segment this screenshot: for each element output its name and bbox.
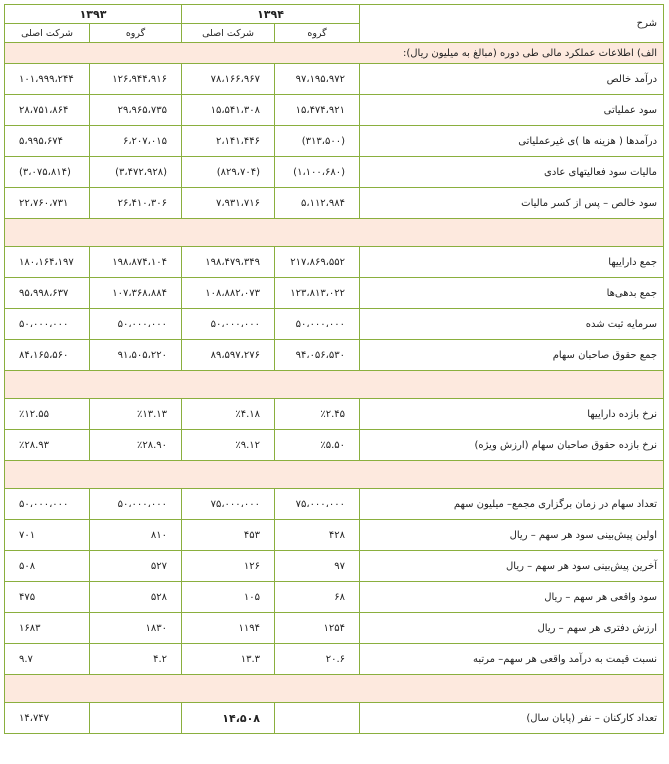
cell-1393-group: ۸۱۰ [90, 520, 182, 551]
row-label: درآمدها ( هزینه ها )ی غیرعملیاتی [360, 126, 664, 157]
row-label: سود خالص – پس از کسر مالیات [360, 188, 664, 219]
cell-1393-group: (۳،۴۷۲،۹۲۸) [90, 157, 182, 188]
row-label: درآمد خالص [360, 64, 664, 95]
cell-1393-group: ۱۲۶،۹۴۴،۹۱۶ [90, 64, 182, 95]
row-label: جمع داراییها [360, 247, 664, 278]
table-row [5, 703, 664, 734]
cell-1394-parent: ۷۵،۰۰۰،۰۰۰ [182, 489, 275, 520]
row-label: آخرین پیش‌بینی سود هر سهم – ریال [360, 551, 664, 582]
cell-1394-parent: ۷۸،۱۶۶،۹۶۷ [182, 64, 275, 95]
cell-1394-parent: ۱۱۹۴ [182, 613, 275, 644]
cell-1394-parent: ۱۰۵ [182, 582, 275, 613]
cell-1394-parent: ۸۹،۵۹۷،۲۷۶ [182, 340, 275, 371]
section-separator [5, 461, 664, 489]
cell-1393-parent: (۳،۰۷۵،۸۱۴) [5, 157, 90, 188]
separator-cell [5, 371, 664, 399]
cell-1393-group: ۵۰،۰۰۰،۰۰۰ [90, 309, 182, 340]
row-label: سرمایه ثبت شده [360, 309, 664, 340]
cell-1393-parent: ۱۶۸۳ [5, 613, 90, 644]
cell-1394-group [275, 703, 360, 734]
cell-1393-group: ۲۶،۴۱۰،۳۰۶ [90, 188, 182, 219]
cell-1394-group: ۱۲۳،۸۱۳،۰۲۲ [275, 278, 360, 309]
col-group-1393: گروه [90, 24, 182, 43]
col-group-1394: گروه [275, 24, 360, 43]
cell-1393-parent: ٪۱۲.۵۵ [5, 399, 90, 430]
row-label: جمع بدهی‌ها [360, 278, 664, 309]
table-row [5, 126, 664, 157]
row-label: تعداد سهام در زمان برگزاری مجمع– میلیون سهم [360, 489, 664, 520]
cell-1393-group: ۵۰،۰۰۰،۰۰۰ [90, 489, 182, 520]
col-parent-1394: شرکت اصلی [182, 24, 275, 43]
separator-cell [5, 675, 664, 703]
cell-1394-group: ۶۸ [275, 582, 360, 613]
cell-1393-parent: ۷۰۱ [5, 520, 90, 551]
row-label: تعداد کارکنان – نفر (پایان سال) [360, 703, 664, 734]
cell-1393-group: ٪۲۸.۹۰ [90, 430, 182, 461]
row-label: جمع حقوق صاحبان سهام [360, 340, 664, 371]
cell-1394-parent: ۱۹۸،۴۷۹،۳۴۹ [182, 247, 275, 278]
row-label: سود واقعی هر سهم – ریال [360, 582, 664, 613]
cell-1394-group: ۷۵،۰۰۰،۰۰۰ [275, 489, 360, 520]
cell-1394-group: ۲۱۷،۸۶۹،۵۵۲ [275, 247, 360, 278]
year-current-header: ۱۳۹۴ [182, 5, 360, 24]
row-label: نرخ بازده حقوق صاحبان سهام (ارزش ویژه) [360, 430, 664, 461]
table-row [5, 613, 664, 644]
cell-1394-group: ۱۲۵۴ [275, 613, 360, 644]
section-separator [5, 219, 664, 247]
table-row [5, 551, 664, 582]
cell-1393-group: ٪۱۳.۱۳ [90, 399, 182, 430]
table-row [5, 157, 664, 188]
cell-1394-parent: ۲،۱۴۱،۴۴۶ [182, 126, 275, 157]
table-row [5, 430, 664, 461]
cell-1393-parent: ۹۵،۹۹۸،۶۳۷ [5, 278, 90, 309]
row-label: نرخ بازده داراییها [360, 399, 664, 430]
cell-1394-group: ۴۲۸ [275, 520, 360, 551]
cell-1393-parent: ۵۰،۰۰۰،۰۰۰ [5, 309, 90, 340]
table-row [5, 95, 664, 126]
table-row [5, 582, 664, 613]
cell-1393-parent: ۲۲،۷۶۰،۷۳۱ [5, 188, 90, 219]
financial-summary-table [4, 4, 664, 734]
section-separator [5, 371, 664, 399]
cell-1394-parent: ٪۴.۱۸ [182, 399, 275, 430]
description-header: شرح [360, 5, 664, 43]
year-previous-header: ۱۳۹۳ [5, 5, 182, 24]
cell-1393-parent: ۵۰،۰۰۰،۰۰۰ [5, 489, 90, 520]
cell-1393-parent: ۲۸،۷۵۱،۸۶۴ [5, 95, 90, 126]
row-label: اولین پیش‌بینی سود هر سهم – ریال [360, 520, 664, 551]
cell-1394-group: ۵۰،۰۰۰،۰۰۰ [275, 309, 360, 340]
cell-1394-parent: ۱۰۸،۸۸۲،۰۷۳ [182, 278, 275, 309]
table-row [5, 309, 664, 340]
cell-1394-group: ۵،۱۱۲،۹۸۴ [275, 188, 360, 219]
cell-1393-parent: ۵،۹۹۵،۶۷۴ [5, 126, 90, 157]
cell-1394-group: ۱۵،۴۷۴،۹۲۱ [275, 95, 360, 126]
cell-1394-parent: ۷،۹۳۱،۷۱۶ [182, 188, 275, 219]
cell-1394-group: (۳۱۳،۵۰۰) [275, 126, 360, 157]
cell-1393-parent: ۹.۷ [5, 644, 90, 675]
cell-1394-parent: ۱۲۶ [182, 551, 275, 582]
cell-1394-parent: ۱۴،۵۰۸ [182, 703, 275, 734]
table-row [5, 489, 664, 520]
table-row [5, 278, 664, 309]
row-label: سود عملیاتی [360, 95, 664, 126]
cell-1393-group [90, 703, 182, 734]
cell-1394-group: ۲۰.۶ [275, 644, 360, 675]
cell-1393-parent: ۴۷۵ [5, 582, 90, 613]
section-title: الف) اطلاعات عملکرد مالی طی دوره (مبالغ به میلیون ریال): [5, 43, 664, 64]
table-row [5, 188, 664, 219]
table-row [5, 399, 664, 430]
table-row [5, 644, 664, 675]
cell-1393-group: ۶،۲۰۷،۰۱۵ [90, 126, 182, 157]
cell-1393-parent: ۱۴،۷۴۷ [5, 703, 90, 734]
row-label: ارزش دفتری هر سهم – ریال [360, 613, 664, 644]
cell-1393-group: ۱۹۸،۸۷۴،۱۰۴ [90, 247, 182, 278]
cell-1393-group: ۱۰۷،۳۶۸،۸۸۴ [90, 278, 182, 309]
cell-1393-group: ۴.۲ [90, 644, 182, 675]
cell-1393-parent: ۸۴،۱۶۵،۵۶۰ [5, 340, 90, 371]
table-row [5, 247, 664, 278]
separator-cell [5, 461, 664, 489]
cell-1394-parent: ۴۵۳ [182, 520, 275, 551]
cell-1393-parent: ۱۸۰،۱۶۴،۱۹۷ [5, 247, 90, 278]
cell-1394-group: (۱،۱۰۰،۶۸۰) [275, 157, 360, 188]
cell-1394-group: ۹۷ [275, 551, 360, 582]
table-row [5, 340, 664, 371]
cell-1393-parent: ٪۲۸.۹۳ [5, 430, 90, 461]
cell-1394-parent: ۵۰،۰۰۰،۰۰۰ [182, 309, 275, 340]
section-separator [5, 675, 664, 703]
row-label: مالیات سود فعالیتهای عادی [360, 157, 664, 188]
cell-1394-parent: ۱۵،۵۴۱،۳۰۸ [182, 95, 275, 126]
table-row [5, 520, 664, 551]
cell-1394-group: ٪۲.۴۵ [275, 399, 360, 430]
cell-1394-parent: ۱۳.۳ [182, 644, 275, 675]
cell-1393-parent: ۵۰۸ [5, 551, 90, 582]
separator-cell [5, 219, 664, 247]
cell-1393-group: ۲۹،۹۶۵،۷۳۵ [90, 95, 182, 126]
cell-1394-group: ٪۵.۵۰ [275, 430, 360, 461]
cell-1393-group: ۱۸۳۰ [90, 613, 182, 644]
cell-1393-group: ۵۲۸ [90, 582, 182, 613]
cell-1394-parent: ٪۹.۱۲ [182, 430, 275, 461]
cell-1393-parent: ۱۰۱،۹۹۹،۲۴۴ [5, 64, 90, 95]
table-row [5, 64, 664, 95]
col-parent-1393: شرکت اصلی [5, 24, 90, 43]
cell-1394-group: ۹۷،۱۹۵،۹۷۲ [275, 64, 360, 95]
row-label: نسبت قیمت به درآمد واقعی هر سهم– مرتبه [360, 644, 664, 675]
cell-1394-group: ۹۴،۰۵۶،۵۳۰ [275, 340, 360, 371]
cell-1393-group: ۹۱،۵۰۵،۲۲۰ [90, 340, 182, 371]
cell-1393-group: ۵۲۷ [90, 551, 182, 582]
cell-1394-parent: (۸۲۹،۷۰۴) [182, 157, 275, 188]
